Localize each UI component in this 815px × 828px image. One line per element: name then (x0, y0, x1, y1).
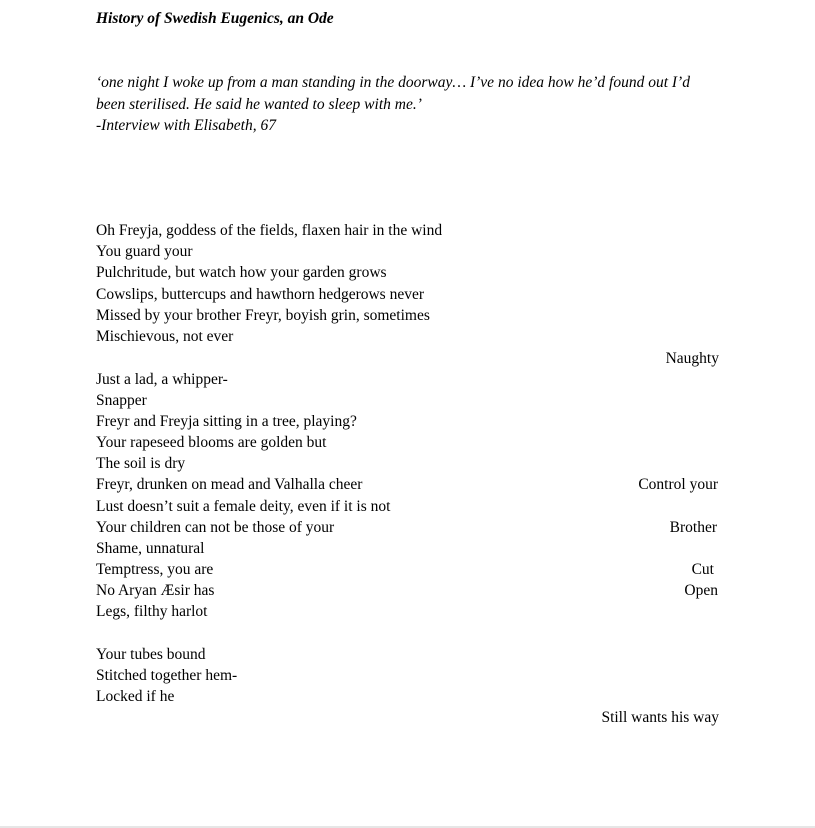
poem-line: Stitched together hem- (96, 667, 238, 684)
epigraph-quote-line-1: ‘one night I woke up from a man standing in the doorway… I’ve no idea how he’d found out I’d (96, 74, 690, 91)
poem-right-word: Cut (691, 561, 714, 578)
poem-right-word: Open (684, 582, 718, 599)
poem-line: Snapper (96, 392, 147, 409)
poem-line: Oh Freyja, goddess of the fields, flaxen hair in the wind (96, 222, 443, 239)
poem-title: History of Swedish Eugenics, an Ode (96, 10, 334, 27)
poem-line: Your rapeseed blooms are golden but (96, 434, 327, 451)
poem-line: Lust doesn’t suit a female deity, even if it is not (96, 498, 391, 515)
poem-line: Your tubes bound (96, 646, 206, 663)
poem-line: Freyr and Freyja sitting in a tree, playing? (96, 413, 357, 430)
poem-line: Locked if he (96, 688, 175, 705)
poem-line: Freyr, drunken on mead and Valhalla cheer (96, 476, 363, 493)
poem-line: The soil is dry (96, 455, 186, 472)
poem-line: Pulchritude, but watch how your garden grows (96, 264, 387, 281)
poem-right-word: Brother (669, 519, 717, 536)
epigraph-quote-line-2: been sterilised. He said he wanted to sleep with me.’ (96, 95, 422, 113)
poem-line: Just a lad, a whipper- (96, 371, 228, 388)
poem-line: Missed by your brother Freyr, boyish grin, sometimes (96, 307, 430, 324)
poem-line: Temptress, you are (96, 561, 214, 578)
poem-right-word: Naughty (665, 350, 719, 367)
poem-line: You guard your (96, 243, 193, 260)
poem-right-word: Still wants his way (601, 709, 719, 726)
epigraph-attribution: -Interview with Elisabeth, 67 (96, 117, 276, 134)
epigraph (96, 72, 736, 137)
poem-line: Your children can not be those of your (96, 519, 335, 536)
poem-line: No Aryan Æsir has (96, 582, 215, 599)
poem-right-word: Control your (638, 476, 718, 493)
poem-line: Legs, filthy harlot (96, 603, 208, 620)
poem-line: Shame, unnatural (96, 540, 205, 557)
poem-line: Cowslips, buttercups and hawthorn hedgerows never (96, 286, 425, 303)
poem-line: Mischievous, not ever (96, 328, 234, 345)
